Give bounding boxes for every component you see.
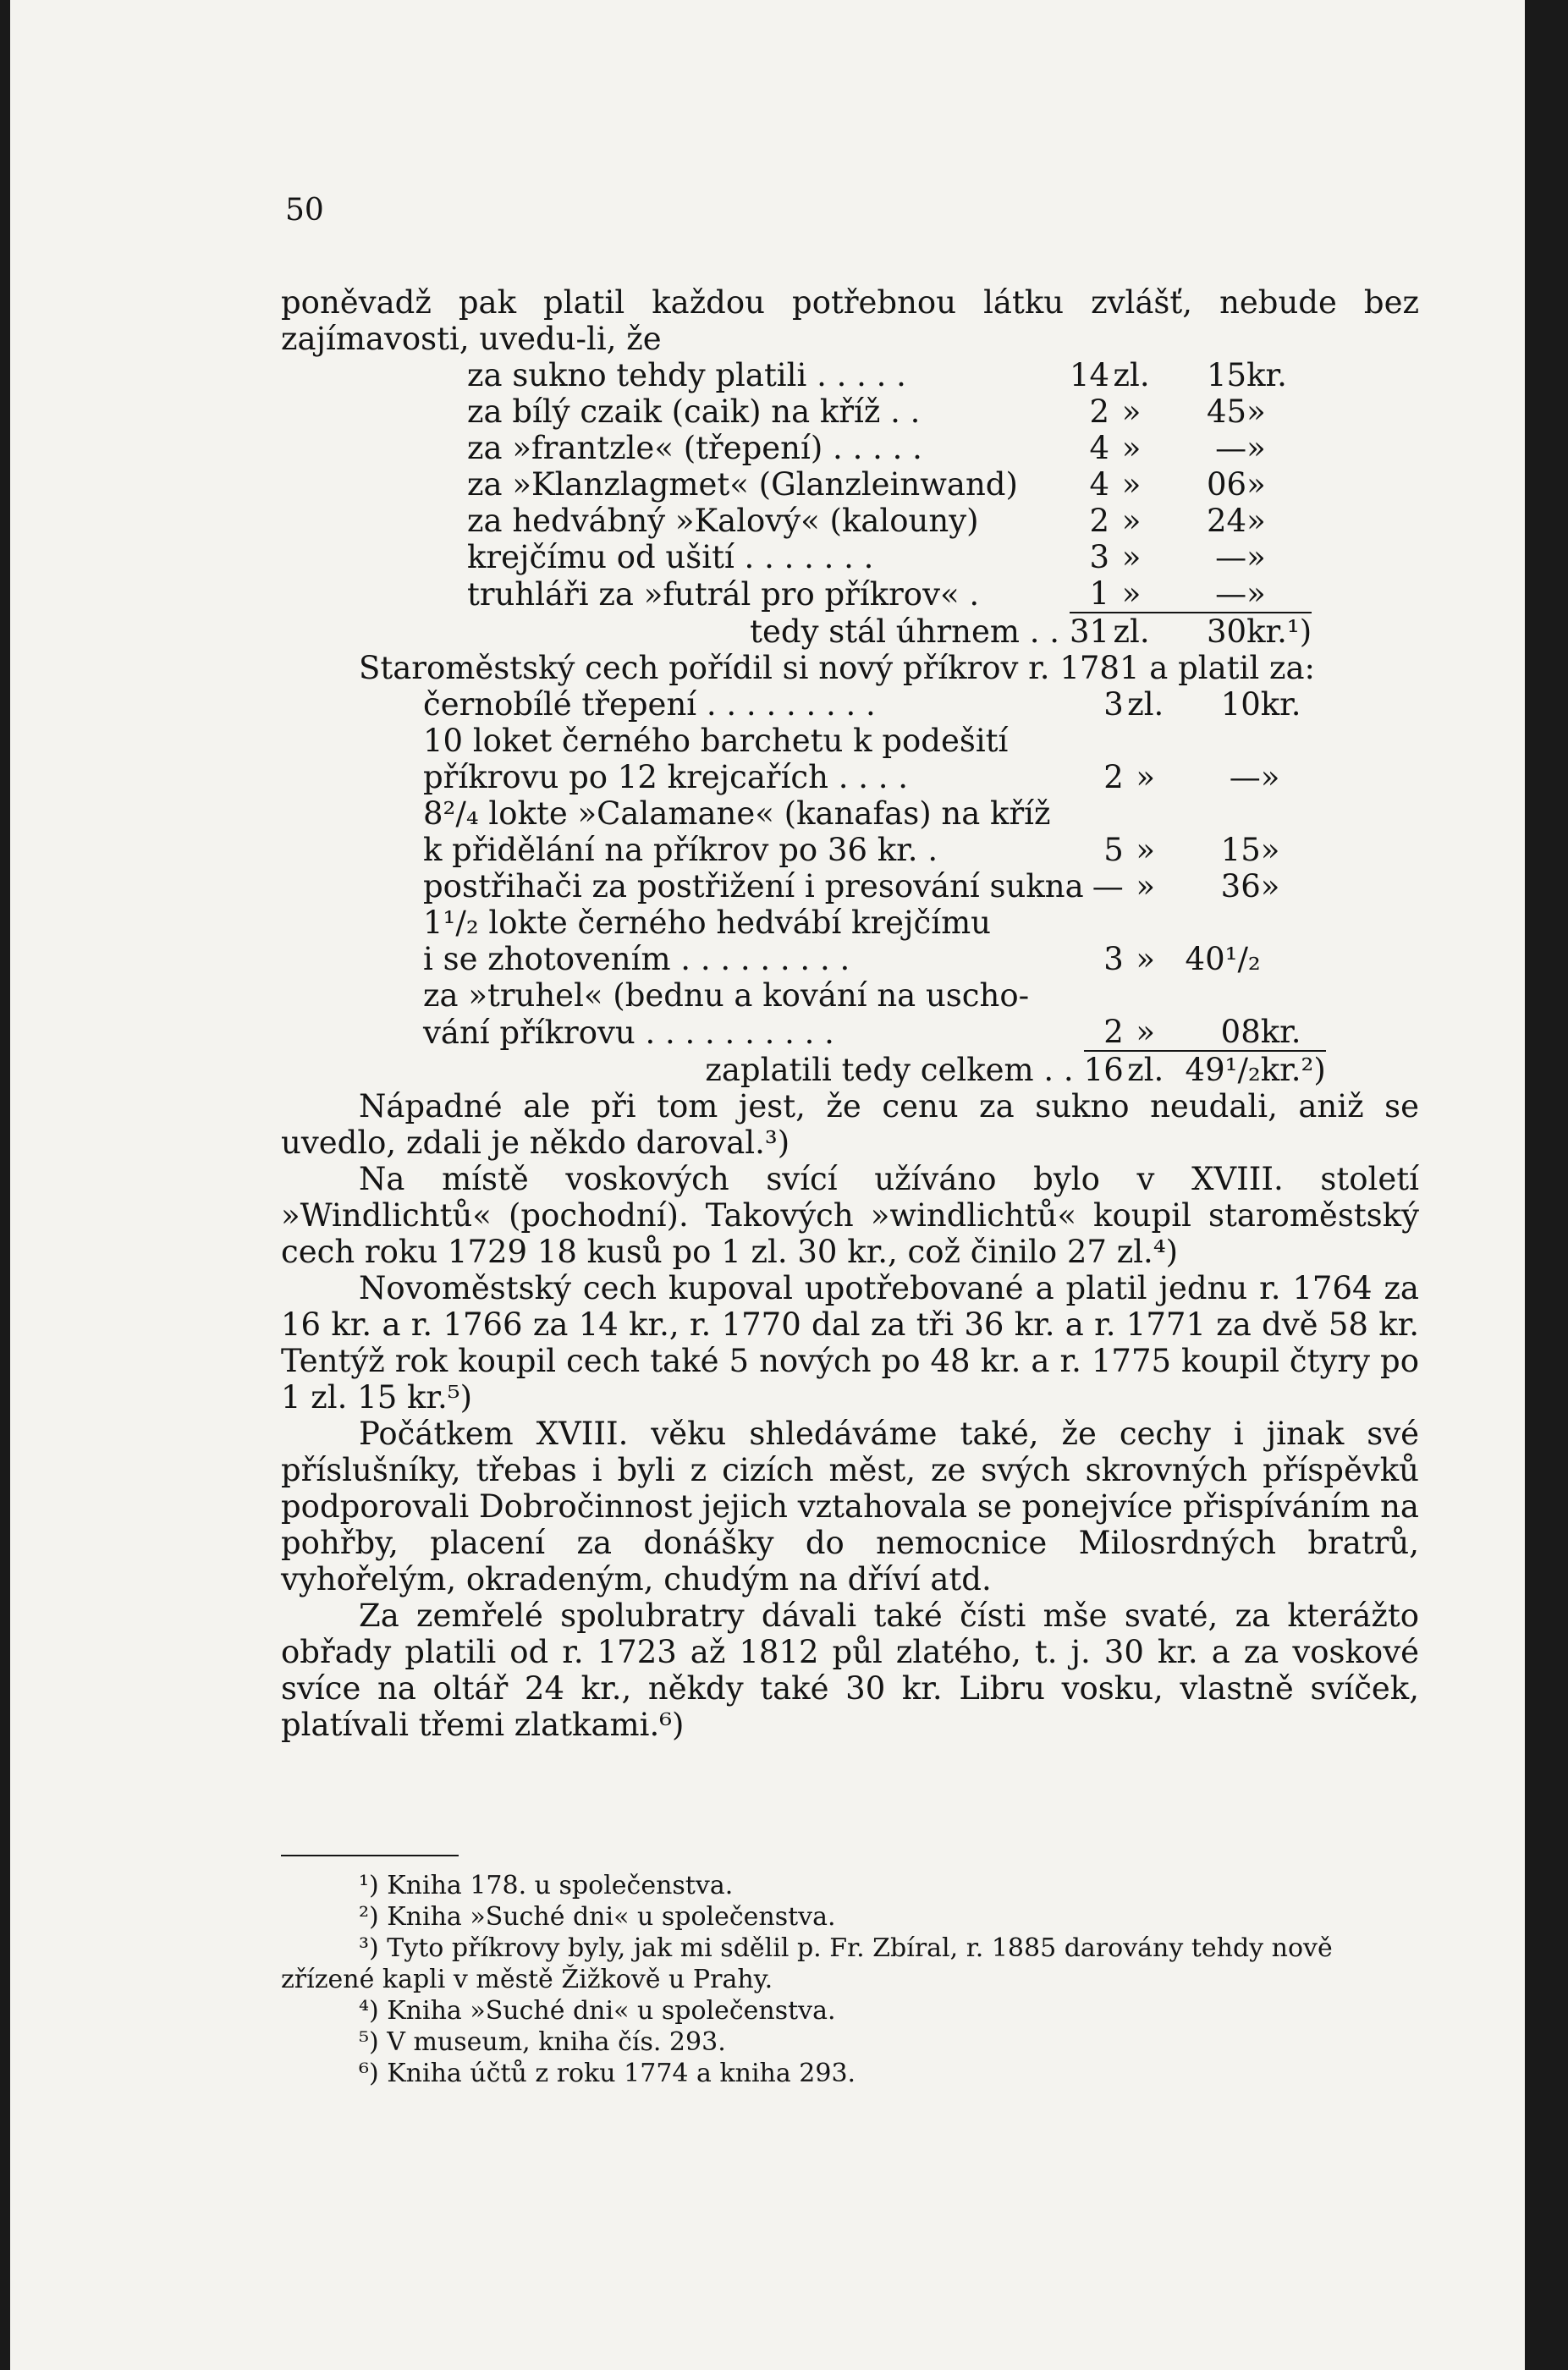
unit-zlaty: »	[1124, 1014, 1168, 1051]
item-description: 10 loket černého barchetu k podešití	[423, 723, 1009, 759]
total-label: zaplatili tedy celkem . .	[705, 1052, 1074, 1088]
item-description: za »frantzle« (třepení) . . . . .	[467, 430, 922, 466]
unit-krejcar: »	[1260, 759, 1280, 795]
footnote: ³) Tyto příkrovy byly, jak mi sdělil p. Fr. Zbíral, r. 1885 darovány tehdy nově zřízené kapli v městě Žižkově u Prahy.	[281, 1933, 1333, 1994]
item-description: k přidělání na příkrov po 36 kr. .	[423, 832, 938, 868]
ledger-row	[467, 430, 1312, 466]
unit-krejcar	[1261, 723, 1326, 759]
unit-zlaty: »	[1121, 430, 1142, 466]
ledger-row	[423, 795, 1326, 832]
amount-zlaty: 2	[1103, 759, 1124, 795]
unit-zlaty: »	[1121, 503, 1142, 539]
unit-zlaty: »	[1121, 393, 1142, 430]
total-zlaty: 31	[1070, 613, 1110, 650]
unit-krejcar	[1261, 977, 1326, 1014]
total-unit-zlaty: zl.	[1127, 1052, 1164, 1088]
amount-krejcar: 45	[1207, 393, 1247, 430]
item-description: za »truhel« (bednu a kování na uscho-	[423, 977, 1030, 1014]
amount-zlaty	[1084, 977, 1124, 1014]
item-description: za hedvábný »Kalový« (kalouny)	[467, 503, 979, 539]
book-page	[10, 0, 1525, 2370]
ledger-row	[423, 941, 1326, 977]
ledger-row	[467, 466, 1312, 503]
amount-zlaty: 3	[1089, 539, 1110, 575]
unit-krejcar: »	[1246, 503, 1266, 539]
unit-zlaty	[1124, 977, 1168, 1014]
footnote: ¹) Kniha 178. u společenstva.	[359, 1871, 734, 1900]
amount-krejcar: —	[1215, 539, 1247, 575]
ledger-row	[423, 977, 1326, 1014]
amount-krejcar: 40¹/₂	[1185, 941, 1261, 977]
footnote: ⁵) V museum, kniha čís. 293.	[359, 2027, 726, 2057]
unit-krejcar: kr.	[1261, 1014, 1326, 1051]
amount-zlaty: 4	[1089, 430, 1110, 466]
total-unit-zlaty: zl.	[1113, 613, 1150, 650]
intro-paragraph: poněvadž pak platil každou potřebnou látku zvlášť, nebude bez zajímavosti, uvedu-li, že	[281, 284, 1419, 357]
unit-krejcar: »	[1260, 868, 1280, 905]
ledger-row	[423, 905, 1326, 941]
amount-zlaty	[1084, 723, 1124, 759]
unit-krejcar: »	[1246, 575, 1312, 613]
item-description: i se zhotovením . . . . . . . . .	[423, 941, 850, 977]
item-description: postřihači za postřižení i presování sukna	[423, 868, 1084, 905]
unit-zlaty: »	[1136, 759, 1156, 795]
amount-zlaty: 3	[1103, 941, 1124, 977]
ledger-row	[423, 759, 1326, 795]
unit-zlaty: »	[1136, 832, 1156, 868]
item-description: truhláři za »futrál pro příkrov« .	[467, 576, 980, 613]
amount-zlaty	[1084, 795, 1124, 832]
amount-krejcar: 24	[1207, 503, 1247, 539]
paragraph: Nápadné ale při tom jest, že cenu za sukno neudali, aniž se uvedlo, zdali je někdo daroval.³)	[281, 1088, 1419, 1161]
unit-zlaty: »	[1136, 868, 1156, 905]
amount-krejcar	[1168, 905, 1261, 941]
unit-zlaty	[1124, 795, 1168, 832]
ledger-total-row	[467, 613, 1312, 650]
unit-zlaty	[1124, 723, 1168, 759]
ledger-row	[423, 868, 1326, 905]
paragraph: Na místě voskových svící užíváno bylo v XVIII. století »Windlichtů« (pochodní). Takových »windlichtů« koupil staroměstský cech roku 1729 18 kusů po 1 zl. 30 kr., což činilo 27 zl.⁴)	[281, 1161, 1419, 1270]
amount-krejcar: 08	[1168, 1014, 1261, 1051]
amount-krejcar: —	[1153, 575, 1246, 613]
unit-krejcar: »	[1246, 466, 1266, 503]
ledger-row	[467, 357, 1312, 393]
item-description: vání příkrovu . . . . . . . . . .	[423, 1015, 834, 1051]
ledger-row	[467, 393, 1312, 430]
amount-zlaty: 5	[1103, 832, 1124, 868]
paragraph: Za zemřelé spolubratry dávali také čísti mše svaté, za kterážto obřady platili od r. 1723 až 1812 půl zlatého, t. j. 30 kr. a za voskové svíce na oltář 24 kr., někdy také 30 kr. Libru vosku, vlastně svíček, platívali třemi zlatkami.⁶)	[281, 1597, 1419, 1743]
amount-krejcar	[1168, 795, 1261, 832]
amount-krejcar: 06	[1207, 466, 1247, 503]
ledger-row	[467, 575, 1312, 613]
ledger-row	[467, 503, 1312, 539]
ledger-total-row	[423, 1051, 1326, 1088]
amount-zlaty: 3	[1103, 686, 1124, 723]
amount-krejcar: —	[1229, 759, 1261, 795]
item-description: za bílý czaik (caik) na kříž . .	[467, 393, 921, 430]
unit-zlaty: zl.	[1127, 686, 1164, 723]
total-krejcar: 30	[1207, 613, 1247, 650]
unit-krejcar: kr.	[1260, 686, 1301, 723]
item-description: příkrovu po 12 krejcařích . . . .	[423, 759, 909, 795]
item-description: za sukno tehdy platili . . . . .	[467, 357, 906, 393]
unit-krejcar	[1261, 905, 1326, 941]
ledger-row	[467, 539, 1312, 575]
unit-zlaty: »	[1136, 941, 1156, 977]
total-zlaty: 16	[1083, 1052, 1124, 1088]
item-description: 1¹/₂ lokte černého hedvábí krejčímu	[423, 905, 991, 941]
item-description: krejčímu od ušití . . . . . . .	[467, 539, 874, 575]
unit-krejcar	[1261, 941, 1326, 977]
total-label: tedy stál úhrnem . .	[750, 613, 1059, 650]
unit-zlaty: »	[1121, 539, 1142, 575]
paragraph: Novoměstský cech kupoval upotřebované a platil jednu r. 1764 za 16 kr. a r. 1766 za 14 kr., r. 1770 dal za tři 36 kr. a r. 1771 za dvě 58 kr. Tentýž rok koupil cech také 5 nových po 48 kr. a r. 1775 koupil čtyry po 1 zl. 15 kr.⁵)	[281, 1270, 1419, 1416]
amount-zlaty: 2	[1084, 1014, 1124, 1051]
unit-krejcar: »	[1260, 832, 1280, 868]
ledger-row	[423, 686, 1326, 723]
body-text	[281, 284, 1419, 1743]
unit-krejcar: »	[1246, 393, 1266, 430]
amount-krejcar: 15	[1220, 832, 1261, 868]
footnote: ⁴) Kniha »Suché dni« u společenstva.	[359, 1996, 836, 2026]
unit-zlaty: »	[1121, 466, 1142, 503]
amount-zlaty: —	[1092, 868, 1124, 905]
item-description: 8²/₄ lokte »Calamane« (kanafas) na kříž	[423, 795, 1051, 832]
unit-zlaty	[1124, 905, 1168, 941]
amount-zlaty: 1	[1070, 575, 1109, 613]
page-number: 50	[285, 193, 324, 228]
ledger-row	[423, 832, 1326, 868]
total-unit-krejcar: kr.²)	[1260, 1052, 1326, 1088]
footnote: ⁶) Kniha účtů z roku 1774 a kniha 293.	[359, 2059, 856, 2088]
total-unit-krejcar: kr.¹)	[1246, 613, 1312, 650]
item-description: za »Klanzlagmet« (Glanzleinwand)	[467, 466, 1018, 503]
amount-krejcar: 15	[1207, 357, 1247, 393]
cost-table-second	[423, 686, 1326, 1088]
footnote: ²) Kniha »Suché dni« u společenstva.	[359, 1902, 836, 1932]
amount-zlaty: 14	[1070, 357, 1110, 393]
amount-zlaty	[1084, 905, 1124, 941]
amount-krejcar	[1168, 723, 1261, 759]
amount-zlaty: 4	[1089, 466, 1110, 503]
unit-krejcar: kr.	[1246, 357, 1287, 393]
footnote-divider	[281, 1855, 459, 1856]
unit-krejcar: »	[1246, 539, 1266, 575]
unit-krejcar	[1261, 795, 1326, 832]
unit-zlaty: zl.	[1113, 357, 1150, 393]
amount-krejcar: 10	[1220, 686, 1261, 723]
paragraph: Počátkem XVIII. věku shledáváme také, že cechy i jinak své příslušníky, třebas i byli z cizích měst, ze svých skrovných příspěvků podporovali Dobročinnost jejich vztahovala se ponejvíce přispíváním na pohřby, placení za donášky do nemocnice Milosrdných bratrů, vyhořelým, okradeným, chudým na dříví atd.	[281, 1416, 1419, 1597]
unit-zlaty: »	[1109, 575, 1153, 613]
item-description: černobílé třepení . . . . . . . . .	[423, 686, 876, 723]
ledger-row	[423, 1014, 1326, 1051]
paragraph-staromestsky: Staroměstský cech pořídil si nový příkrov r. 1781 a platil za:	[359, 650, 1315, 686]
total-krejcar: 49¹/₂	[1185, 1052, 1261, 1088]
amount-zlaty: 2	[1089, 503, 1110, 539]
unit-krejcar: »	[1246, 430, 1266, 466]
amount-krejcar: —	[1215, 430, 1247, 466]
amount-krejcar	[1168, 977, 1261, 1014]
ledger-row	[423, 723, 1326, 759]
footnotes	[281, 1870, 1419, 2089]
cost-table-first	[467, 357, 1312, 650]
amount-zlaty: 2	[1089, 393, 1110, 430]
amount-krejcar: 36	[1220, 868, 1261, 905]
